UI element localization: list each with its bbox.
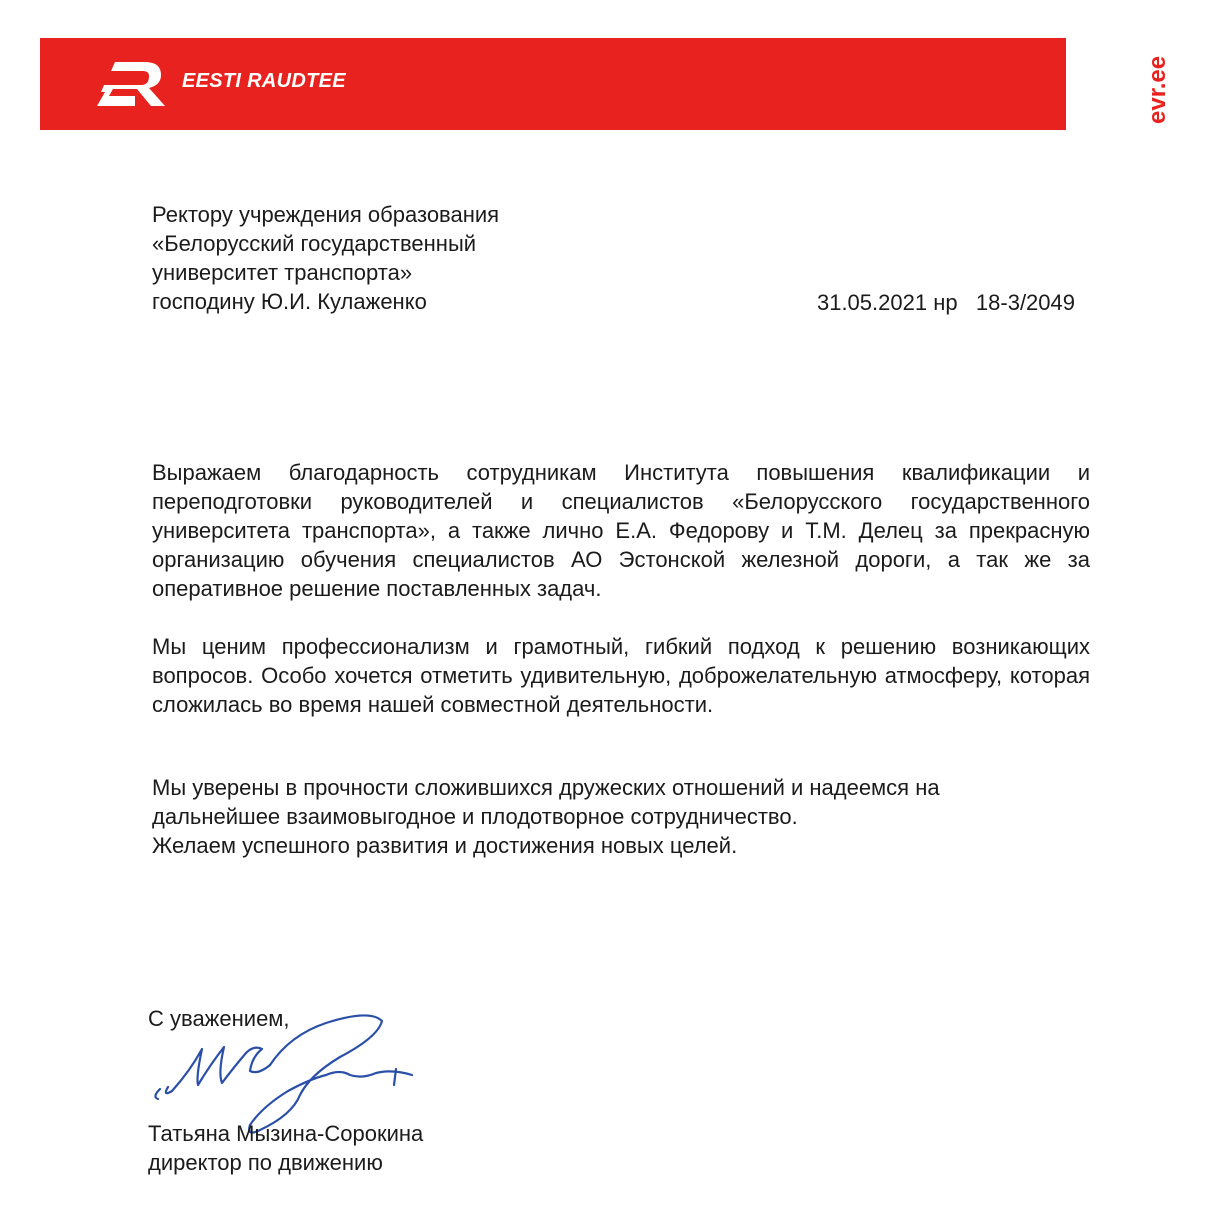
closing-salutation: С уважением, — [148, 1006, 290, 1031]
paragraph-gratitude: Выражаем благодарность сотрудникам Института повышения квалификации и переподготовки руководителей и специалистов «Белорусского государственного университета транспорта», а также лично Е.А. Федорову и Т.М. Делец за прекрасную организацию обучения специалистов АО Эстонской железной дороги, а так же за оперативное решение поставленных задач. — [152, 460, 1090, 601]
paragraph-wishes — [152, 773, 1090, 860]
addressee-block — [152, 200, 712, 316]
paragraph-line: дальнейшее взаимовыгодное и плодотворное сотрудничество. — [152, 804, 798, 829]
header-banner — [40, 38, 1066, 130]
addressee-line: господину Ю.И. Кулаженко — [152, 289, 427, 314]
eesti-raudtee-logo-icon — [95, 58, 167, 110]
website-link[interactable]: evr.ee — [1144, 55, 1171, 124]
signer-name: Татьяна Мызина-Сорокина — [148, 1121, 424, 1146]
signer-position: директор по движению — [148, 1150, 383, 1175]
date-reference-number: 31.05.2021 нр 18-3/2049 — [816, 290, 1075, 315]
brand-name: EESTI RAUDTEE — [182, 70, 346, 92]
paragraph-line: Желаем успешного развития и достижения новых целей. — [152, 833, 738, 858]
addressee-line: «Белорусский государственный — [152, 231, 477, 256]
signer-block — [148, 1119, 423, 1177]
addressee-line: университет транспорта» — [152, 260, 413, 285]
addressee-line: Ректору учреждения образования — [152, 202, 500, 227]
paragraph-line: Мы уверены в прочности сложившихся дружеских отношений и надеемся на — [152, 775, 940, 800]
paragraph-appreciation: Мы ценим профессионализм и грамотный, гибкий подход к решению возникающих вопросов. Особо хочется отметить удивительную, доброжелательную атмосферу, которая сложилась во время нашей совместной деятельности. — [152, 634, 1090, 717]
